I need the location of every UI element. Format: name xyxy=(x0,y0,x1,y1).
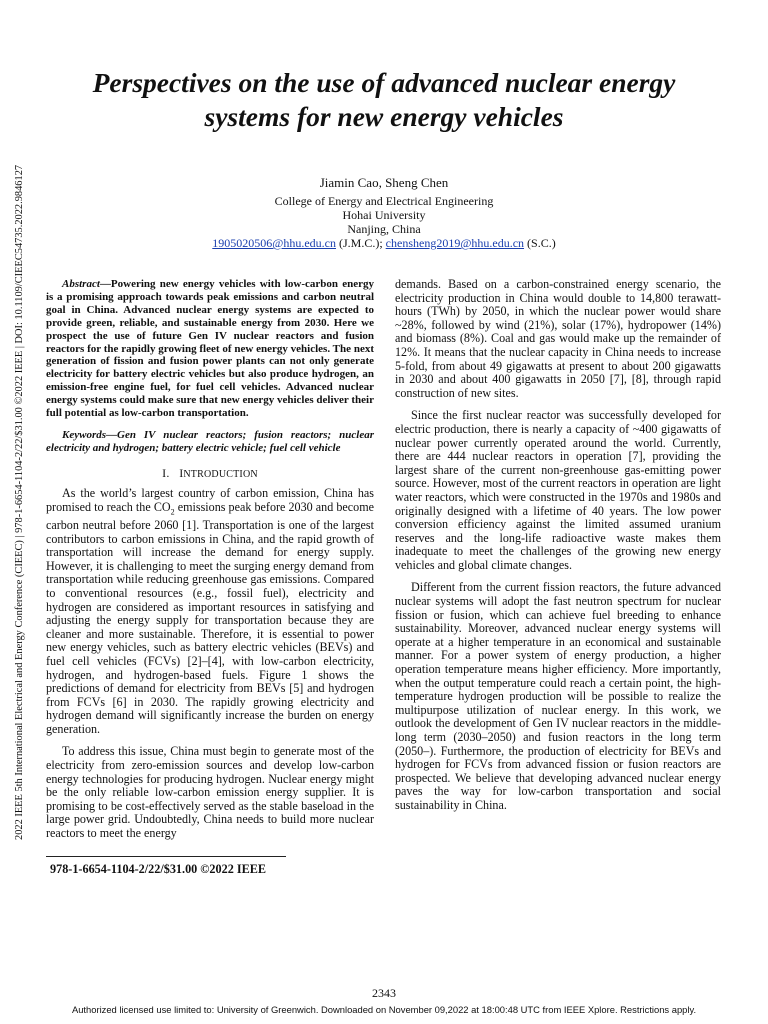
body-paragraph: To address this issue, China must begin to generate most of the electricity from zero-emission sources and develop low-carbon energy technologies for producing hydrogen. Nuclear energy might be the only reliable low-carbon emission energy supplier. It is promising to be cost-effectively served as the stable baseload in the large power grid. Undoubtedly, China needs to build more nuclear reactors to meet the energy xyxy=(46,744,374,841)
isbn-copyright: 978-1-6654-1104-2/22/$31.00 ©2022 IEEE xyxy=(50,862,266,876)
side-citation-text: 2022 IEEE 5th International Electrical and Energy Conference (CIEEC) | 978-1-6654-1104-2/22/$31.00 ©2022 IEEE | DOI: 10.1109/CIEEC54735.2022.9846127 xyxy=(14,164,25,840)
affiliation-line: College of Energy and Electrical Engineering xyxy=(274,194,494,208)
paragraph-text: As the world’s largest country of carbon emission, China has promised to reach the CO xyxy=(46,486,374,514)
paragraph-text: emissions peak before 2030 and become carbon neutral before 2060 [1]. Transportation is one of the largest contributors to carbon emissions in China, and the rapid growth of transportation will increase the demand for energy supply. However, it is challenging to meet the surging energy demand from transportation while reducing greenhouse gas emissions. Compared to conventional resources (e.g., fossil fuel), electricity and hydrogen are considered as important resources in satisfying and adjusting the energy supply for transportation because they are cleaner and more sustainable. Therefore, it is essential to power new energy vehicles, such as battery electric vehicles (BEVs) and fuel cell vehicles (FCVs) [2]–[4], with low-carbon electricity, hydrogen, and hydrogen-based fuels. Figure 1 shows the predictions of demand for electricity from BEVs [5] and hydrogen from FCVs [6] in 2030. The rapidly growing electricity and hydrogen demand will significantly increase the burden on energy generation. xyxy=(46,499,374,736)
authors: Jiamin Cao, Sheng Chen xyxy=(319,175,449,190)
section-heading xyxy=(46,467,374,482)
footnote-rule xyxy=(46,856,286,857)
left-column xyxy=(46,278,374,850)
page-number: 2343 xyxy=(372,986,396,1000)
body-paragraph: Different from the current fission reactors, the future advanced nuclear systems will adopt the fast neutron spectrum for nuclear fission or fusion, which can achieve fuel breeding to enhance sustainability. Moreover, advanced nuclear energy systems will operate at a higher temperature in an economical and sustainable manner. For a power system of energy production, a higher operation temperature means higher efficiency. More importantly, when the output temperature could reach a certain point, the high-temperature hydrogen production will be possible to realize the multipurpose utilization of nuclear energy. In this work, we outlook the development of Gen IV nuclear reactors in the middle-long term (2030–2050) and fusion reactors in the long term (2050–). Furthermore, the production of electricity for BEVs and hydrogen for FCVs from advanced fission or fusion reactors are prospected. We believe that developing advanced nuclear energy paves the way for low-carbon transportation and social sustainability in China. xyxy=(395,580,721,812)
email-tag-1: (J.M.C.); xyxy=(336,236,386,250)
affiliation-block xyxy=(0,194,768,250)
email-tag-2: (S.C.) xyxy=(524,236,556,250)
paper-title xyxy=(40,66,728,134)
affiliation-line: Nanjing, China xyxy=(347,222,421,236)
title-line-2: systems for new energy vehicles xyxy=(204,101,564,132)
subscript: 2 xyxy=(170,507,175,517)
section-number: I. xyxy=(162,465,170,480)
author-emails xyxy=(0,236,768,250)
body-paragraph: demands. Based on a carbon-constrained energy scenario, the electricity production in China would double to 14,800 terawatt-hours (TWh) by 2050, in which the nuclear power would share ~28%, followed by wind (21%), solar (17%), hydropower (14%) and biomass (8%). Coal and gas would make up the remainder of 12%. It means that the nuclear capacity in China needs to increase 5-fold, from about 49 gigawatts at present to about 200 gigawatts in 2030 and about 400 gigawatts in 2050 [7], [8], through rapid construction of new sites. xyxy=(395,277,721,400)
abstract-text: —Powering new energy vehicles with low-carbon energy is a promising approach towards peak emissions and carbon neutral goal in China. Advanced nuclear energy systems are expected to provide green, reliable, and sustainable energy from 2030. Here we prospect the use of future Gen IV nuclear reactors and fusion reactors for the rapidly growing fleet of new energy vehicles. The next generation of fission and fusion power plants can not only generate electricity for battery electric vehicles but also produce hydrogen, an emission-free engine fuel, for fuel cell vehicles. Advanced nuclear energy systems could make sure that new energy vehicles deliver their full potential as low-carbon transportation. xyxy=(46,278,374,420)
section-title-rest: NTRODUCTION xyxy=(183,468,258,480)
right-column xyxy=(395,278,721,822)
abstract xyxy=(46,278,374,420)
title-line-1: Perspectives on the use of advanced nuclear energy xyxy=(92,67,676,98)
body-paragraph xyxy=(46,487,374,736)
affiliation-line: Hohai University xyxy=(342,208,426,222)
email-link-1[interactable]: 1905020506@hhu.edu.cn xyxy=(212,236,336,250)
section-initial: I xyxy=(179,465,184,480)
keywords: Keywords—Gen IV nuclear reactors; fusion reactors; nuclear electricity and hydrogen; battery electric vehicle; fuel cell vehicle xyxy=(46,428,374,454)
abstract-lead: Abstract xyxy=(62,278,100,290)
license-notice: Authorized licensed use limited to: University of Greenwich. Downloaded on November 09,2022 at 18:00:48 UTC from IEEE Xplore. Restrictions apply. xyxy=(71,1004,697,1015)
email-link-2[interactable]: chensheng2019@hhu.edu.cn xyxy=(385,236,525,250)
side-margin-citation xyxy=(4,164,28,840)
body-paragraph: Since the first nuclear reactor was successfully developed for electric production, there is nearly a capacity of ~400 gigawatts of nuclear power currently operated around the world. Currently, there are 444 nuclear reactors in operation [7], providing the largest share of the current non-greenhouse gas-emitting power source. However, most of the current reactors in operation are light water reactors, which were constructed in the 1970s and 1980s and originally designed with a lifetime of 40 years. The low power conversion efficiency against the limited assumed uranium reserves and the long-life radioactive waste makes them inadequate to meet the challenges of the growing new energy vehicles and global climate changes. xyxy=(395,408,721,572)
